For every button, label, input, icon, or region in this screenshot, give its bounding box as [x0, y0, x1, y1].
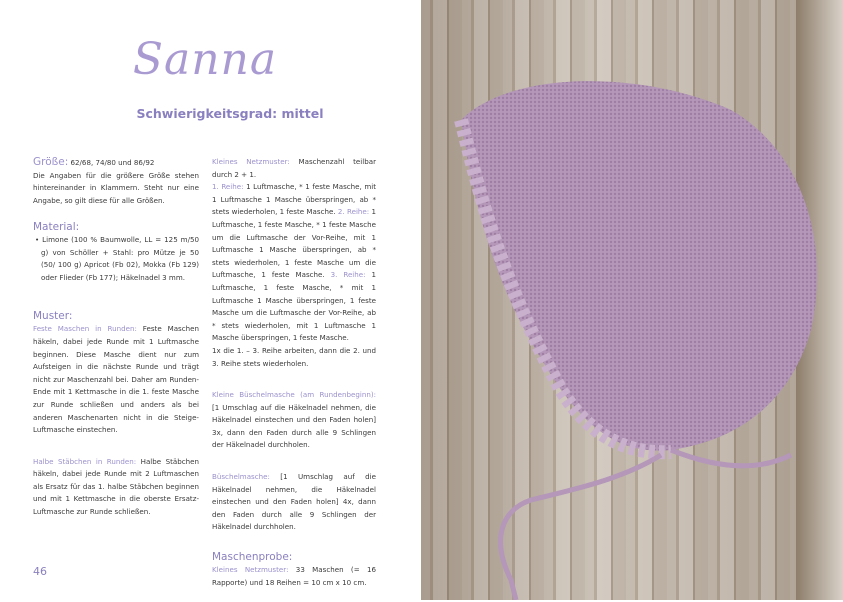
material-item: • Limone (100 % Baumwolle, LL = 125 m/50 g) von Schöller + Stahl: pro Mütze je 50 (50/ 100 g) Apricot (Fb 02), Mokka (Fb 129) oder Flieder (Fb 177); Häkelnadel 3 mm. — [35, 234, 199, 282]
material-item-text: Limone (100 % Baumwolle, LL = 125 m/50 g) von Schöller + Stahl: pro Mütze je 50 (50/ 100 g) Apricot (Fb 02), Mokka (Fb 129) oder Flieder (Fb 177); Häkelnadel 3 mm. — [41, 234, 199, 282]
middle-column — [212, 156, 376, 602]
repeat-text: 1x die 1. – 3. Reihe arbeiten, dann die 2. und 3. Reihe stets wiederholen. — [212, 345, 376, 368]
row3-text: 1 Luftmasche, 1 feste Masche, * mit 1 Luftmasche 1 Masche überspringen, 1 feste Masche um die Luftmasche der Vor-Reihe, ab * stets wiederholen, mit 1 Luftmasche 1 Masche überspringen, 1 feste Masche. — [212, 270, 376, 343]
pattern-title: Sanna — [132, 34, 278, 85]
row1-text: 1 Luftmasche, * 1 feste Masche, mit 1 Luftmasche 1 Masche überspringen, ab * stets wiederholen, 1 feste Masche. — [212, 182, 376, 217]
maschenprobe-text: 33 Maschen (= 16 Rapporte) und 18 Reihen = 10 cm x 10 cm. — [212, 565, 376, 587]
difficulty-subtitle: Schwierigkeitsgrad: mittel — [136, 106, 324, 121]
page-number: 46 — [33, 565, 47, 578]
feste-text: Feste Maschen häkeln, dabei jede Runde mit 1 Luftmasche beginnen. Diese Masche dient nur zum Aufsteigen in die nächste Runde und trägt nicht zur Maschenzahl bei. Daher am Runden-Ende mit 1 Kettmasche in die 1. feste Masche zur Runde schließen und anders als bei anderen Maschenarten nicht in die Steige-Luftmasche einstechen. — [33, 324, 200, 435]
kleine-bueschel-text: [1 Umschlag auf die Häkelnadel nehmen, die Häkelnadel einstechen und den Faden holen] 3x, dann den Faden durch alle 9 Schlingen der Häkelnadel durchholen. — [212, 402, 376, 450]
netz-label: Kleines Netzmuster: — [212, 157, 290, 166]
size-text: Die Angaben für die größere Größe stehen hintereinander in Klammern. Steht nur eine Angabe, so gilt diese für alle Größen. — [33, 170, 199, 205]
maschenprobe-label: Kleines Netzmuster: — [212, 565, 289, 575]
kleine-bueschel-label: Kleine Büschelmasche (am Rundenbeginn): — [212, 390, 376, 400]
feste-label: Feste Maschen in Runden: — [33, 324, 137, 334]
row1-label: 1. Reihe: — [212, 182, 244, 192]
halbe-text: Halbe Stäbchen häkeln, dabei jede Runde mit 2 Luftmaschen als Ersatz für das 1. halbe Stäbchen beginnen und mit 1 Kettmasche in die oberste Ersatz-Luftmasche zur Runde schließen. — [33, 456, 200, 517]
bonnet-photo — [421, 0, 843, 600]
bueschel-text: [1 Umschlag auf die Häkelnadel nehmen, die Häkelnadel einstechen und den Faden holen] 4x, dann den Faden durch alle 9 Schlingen der Häkelnadel durchholen. — [212, 472, 376, 532]
netz-text: Maschenzahl teilbar durch 2 + 1. — [212, 157, 376, 179]
left-column — [33, 156, 199, 531]
row3-label: 3. Reihe: — [330, 270, 366, 280]
row2-label: 2. Reihe: — [337, 207, 370, 217]
bueschel-label: Büschelmasche: — [212, 472, 270, 482]
muster-heading: Muster: — [33, 310, 73, 323]
material-heading: Material: — [33, 220, 80, 233]
size-value: 62/68, 74/80 und 86/92 — [68, 158, 155, 167]
row2-text: 1 Luftmasche, 1 feste Masche, * 1 feste Masche um die Luftmasche der Vor-Reihe, mit 1 Luftmasche 1 Masche überspringen, ab * stets wiederholen, 1 feste Masche um die Luftmasche, 1 feste Masche. — [212, 207, 376, 280]
halbe-label: Halbe Stäbchen in Runden: — [33, 456, 137, 466]
maschenprobe-heading: Maschenprobe: — [212, 551, 293, 564]
material-list — [33, 234, 199, 284]
size-label: Größe: — [33, 156, 69, 168]
crochet-bonnet-image — [421, 0, 843, 600]
